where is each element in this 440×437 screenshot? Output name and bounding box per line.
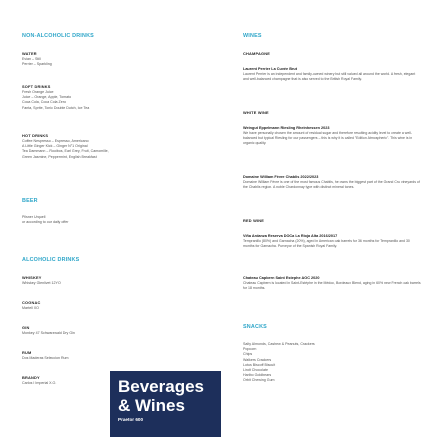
list-item: or according to our daily offer bbox=[22, 220, 69, 225]
wine-description: Laurent Perrier is an independent and family-owned winery but still valued all around the world. A fresh, elegant and well-balanced champagne that is also served to the British Royal Family. bbox=[243, 72, 416, 81]
list-item: Popcorn bbox=[243, 347, 257, 352]
hot-drinks-list bbox=[22, 139, 109, 160]
list-item: Evian – Still bbox=[22, 57, 41, 61]
wine-name: Domaine William Fèvre Chablis 2022/2023 bbox=[243, 175, 319, 179]
brandy-title: BRANDY bbox=[22, 375, 40, 380]
list-item: Haribo Goldbears bbox=[243, 373, 272, 378]
wines-title: WINES bbox=[243, 33, 262, 39]
brand-subtitle: Praetor 600 bbox=[118, 417, 144, 422]
wine-description: Domaine William Fèvre is one of the most famous Chablis, he owns the biggest part of the Grand Cru vineyards of the Chablis region. A noble Chardonnay type with distinct mineral tones. bbox=[243, 180, 420, 189]
brandy-list bbox=[22, 381, 56, 386]
list-item: Monkey 47 Schwarzwald Dry Gin bbox=[22, 331, 75, 335]
list-item: Chips bbox=[243, 352, 253, 357]
soft-drinks-list bbox=[22, 90, 89, 111]
list-item: Walkers Crackers bbox=[243, 357, 272, 362]
rum-title: RUM bbox=[22, 350, 32, 355]
list-item: Green Jasmine, Peppermint, English Breakfast bbox=[22, 154, 97, 159]
champagne-title: CHAMPAGNE bbox=[243, 51, 271, 56]
alcoholic-title: ALCOHOLIC DRINKS bbox=[22, 257, 80, 263]
cognac-title: COGNAC bbox=[22, 300, 41, 305]
whiskey-list bbox=[22, 281, 61, 286]
snacks-list bbox=[243, 342, 315, 384]
whiskey-title: WHISKEY bbox=[22, 275, 42, 280]
list-item: Pilsner Urquell bbox=[22, 215, 46, 219]
non-alcoholic-title: NON-ALCOHOLIC DRINKS bbox=[22, 33, 94, 39]
wine-name: Chateau Capbern Saint Estephe AOC 2020 bbox=[243, 276, 320, 280]
gin-title: GIN bbox=[22, 325, 30, 330]
list-item: Lotus Biscoff Biscuit bbox=[243, 362, 276, 367]
water-title: WATER bbox=[22, 51, 37, 56]
wine-description: Tempranillo (80%) and Garnacha (20%), aged in American oak barrels for 36 months for Tempranillo and 30 months for Garnacha. Purveyor of the Spanish Royal Family. bbox=[243, 239, 410, 248]
beer-list bbox=[22, 215, 68, 225]
red-wine-1 bbox=[243, 234, 421, 249]
list-item: Perrier – Sparkling bbox=[22, 62, 52, 67]
white-wine-2 bbox=[243, 175, 421, 190]
list-item: Fanta, Sprite, Tonic Double Dutch, Ice Tea bbox=[22, 105, 90, 110]
white-wine-1 bbox=[243, 126, 421, 145]
wine-name: Viña Ardanza Reserva DOCa La Rioja Alta 2016/2017 bbox=[243, 234, 338, 238]
brand-title-line2: & Wines bbox=[118, 396, 185, 415]
list-item: Carlos I Imperial X.O. bbox=[22, 381, 57, 385]
snacks-title: SNACKS bbox=[243, 324, 267, 330]
red-wine-2 bbox=[243, 276, 421, 291]
list-item: Whiskey Glenlivet 12YO bbox=[22, 281, 61, 285]
white-wine-title: WHITE WINE bbox=[243, 110, 269, 115]
red-wine-title: RED WINE bbox=[243, 218, 265, 223]
beer-title: BEER bbox=[22, 198, 38, 204]
water-list bbox=[22, 57, 52, 67]
list-item: A Little Ginger Kick – Ginger N°1 Original bbox=[22, 144, 88, 149]
soft-drinks-title: SOFT DRINKS bbox=[22, 84, 51, 89]
list-item: Fresh Orange Juice bbox=[22, 90, 54, 94]
hot-drinks-title: HOT DRINKS bbox=[22, 133, 49, 138]
list-item: Orbit Chewing Gum bbox=[243, 378, 275, 383]
champagne-entry bbox=[243, 67, 421, 82]
wine-description: We have personally chosen the amount of residual sugar and therefore resulting acidity level to create a well-balanced but typical Riesling for our passengers – this is why it is called "Edition Atmospheric". This wine is in organic quality. bbox=[243, 131, 413, 145]
wine-name: Weingut Eppelmann Riesling Rheinhessen 2023 bbox=[243, 126, 330, 130]
gin-list bbox=[22, 331, 75, 336]
wine-description: Chateau Capbern is located in Saint-Estèphe in the Médoc, Bordeaux Blend, aging in 60% new French oak barrels for 18 months. bbox=[243, 281, 421, 290]
rum-list bbox=[22, 356, 69, 361]
list-item: Martell XO bbox=[22, 306, 39, 310]
brand-title-line1: Beverages bbox=[118, 377, 205, 396]
list-item: Dos Maderas Seleccion Rum bbox=[22, 356, 69, 360]
list-item: Coffee Nespresso – Espresso, Americano bbox=[22, 139, 89, 143]
brand-box bbox=[110, 371, 221, 437]
list-item: Coca Cola, Coca Cola Zero bbox=[22, 100, 66, 105]
list-item: Salty Almonds, Cashew & Peanuts, Crackers bbox=[243, 342, 315, 346]
wine-name: Laurent Perrier La Cuvée Brut bbox=[243, 67, 298, 71]
list-item: Juice – Orange, Apple, Tomato bbox=[22, 95, 72, 100]
cognac-list bbox=[22, 306, 39, 311]
list-item: Tea Dammann – Rooibos, Earl Grey, Fruit, Camomille, bbox=[22, 149, 109, 154]
list-item: Lindt Chocolate bbox=[243, 368, 268, 373]
